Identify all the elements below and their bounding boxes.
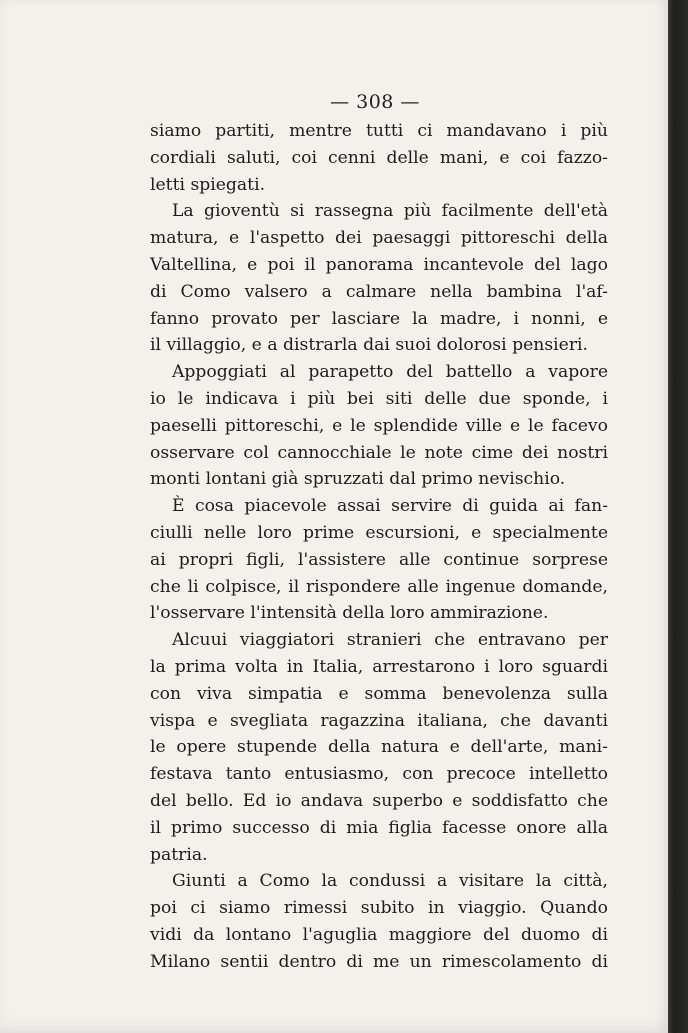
text-line: monti lontani già spruzzati dal primo nevischio.: [150, 469, 566, 490]
page-number: — 308 —: [330, 91, 420, 113]
text-line: Appoggiati al parapetto del battello a vapore: [172, 362, 608, 383]
text-line: poi ci siamo rimessi subito in viaggio. Quando: [150, 898, 608, 919]
text-line: vispa e svegliata ragazzina italiana, che davanti: [150, 710, 608, 731]
page-edge-shadow: [668, 0, 688, 1033]
text-line: vidi da lontano l'aguglia maggiore del duomo di: [150, 924, 608, 945]
text-line: di Como valsero a calmare nella bambina l'af-: [150, 281, 608, 302]
text-line: siamo partiti, mentre tutti ci mandavano i più: [150, 121, 608, 141]
text-line: La gioventù si rassegna più facilmente dell'età: [172, 201, 608, 222]
text-line: le opere stupende della natura e dell'arte, mani-: [150, 737, 608, 758]
text-line: cordiali saluti, coi cenni delle mani, e coi fazzo-: [150, 147, 608, 168]
body-text: [150, 118, 608, 976]
text-line: ai propri figli, l'assistere alle continue sorprese: [150, 549, 608, 570]
text-line: il primo successo di mia figlia facesse onore alla: [150, 817, 608, 838]
text-line: paeselli pittoreschi, e le splendide ville e le facevo: [150, 415, 608, 436]
text-line: È cosa piacevole assai servire di guida ai fan-: [172, 496, 608, 517]
text-line: festava tanto entusiasmo, con precoce intelletto: [150, 764, 608, 785]
text-line: con viva simpatia e somma benevolenza sulla: [150, 683, 608, 704]
text-line: matura, e l'aspetto dei paesaggi pittoreschi della: [150, 228, 608, 249]
text-line: il villaggio, e a distrarla dai suoi dolorosi pensieri.: [150, 335, 588, 356]
text-line: Giunti a Como la condussi a visitare la città,: [172, 871, 608, 892]
text-line: io le indicava i più bei siti delle due sponde, i: [150, 388, 608, 409]
text-line: Valtellina, e poi il panorama incantevole del lago: [150, 254, 608, 275]
text-line: che li colpisce, il rispondere alle ingenue domande,: [150, 576, 608, 597]
text-line: del bello. Ed io andava superbo e soddisfatto che: [150, 790, 608, 811]
text-line: Alcuui viaggiatori stranieri che entravano per: [172, 630, 608, 651]
text-line: ciulli nelle loro prime escursioni, e specialmente: [150, 522, 608, 543]
text-line: osservare col cannocchiale le note cime dei nostri: [150, 442, 608, 463]
text-line: l'osservare l'intensità della loro ammirazione.: [150, 603, 549, 624]
text-line: fanno provato per lasciare la madre, i nonni, e: [150, 308, 608, 329]
text-line: la prima volta in Italia, arrestarono i loro sguardi: [150, 656, 608, 677]
text-line: patria.: [150, 844, 208, 865]
text-line: letti spiegati.: [150, 174, 266, 195]
text-line: Milano sentii dentro di me un rimescolamento di: [150, 951, 608, 972]
